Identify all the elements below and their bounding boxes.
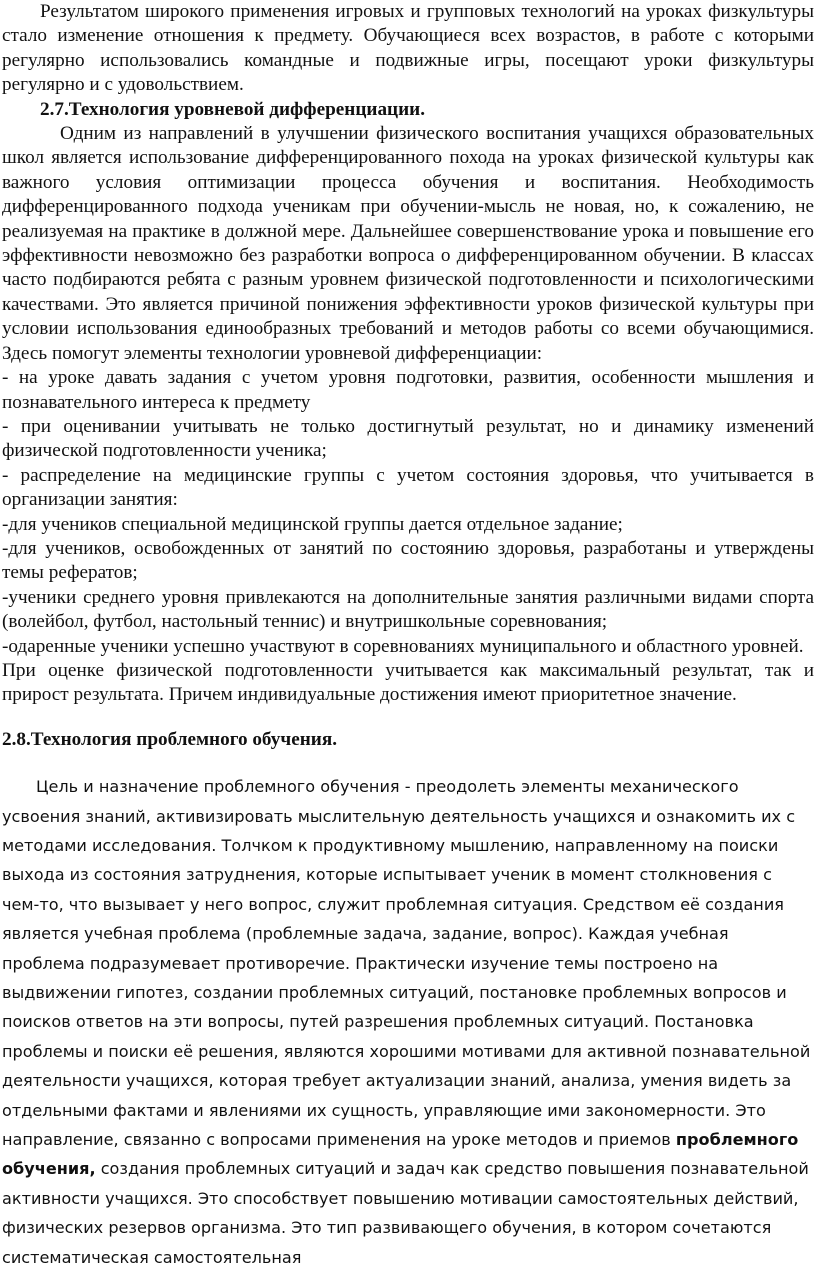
section-2-7-closing: При оценке физической подготовленности учитывается как максимальный результат, так и прирост результата. Причем индивидуальные достижения имеют приоритетное значение. bbox=[2, 659, 814, 706]
list-item: -для учеников, освобожденных от занятий по состоянию здоровья, разработаны и утверждены темы рефератов; bbox=[2, 537, 814, 584]
list-item: -для учеников специальной медицинской группы дается отдельное задание; bbox=[2, 513, 623, 535]
list-item: - при оценивании учитывать не только достигнутый результат, но и динамику изменений физической подготовленности ученика; bbox=[2, 415, 814, 462]
section-2-7-paragraph: Одним из направлений в улучшении физического воспитания учащихся образовательных школ является использование дифференцированного похода на уроках физической культуры как важного условия оптимизации процесса обучения и воспитания. Необходимость дифференцированного подхода ученикам при обучении-мысль не новая, но, к сожалению, не реализуемая на практике в должной мере. Дальнейшее совершенствование урока и повышение его эффективности невозможно без разработки вопроса о дифференцированном обучении. В классах часто подбираются ребята с разным уровнем физической подготовленности и психологическими качествами. Это является причиной понижения эффективности уроков физической культуры при условии использования единообразных требований и методов работы со всеми обучающимися. Здесь помогут элементы технологии уровневой дифференциации: bbox=[2, 123, 814, 364]
section-2-8-heading: 2.8.Технология проблемного обучения. bbox=[2, 728, 338, 750]
list-item: -ученики среднего уровня привлекаются на дополнительные занятия различными видами спорта (волейбол, футбол, настольный теннис) и внутришкольные соревнования; bbox=[2, 586, 814, 633]
intro-paragraph: Результатом широкого применения игровых и групповых технологий на уроках физкультуры стало изменение отношения к предмету. Обучающиеся всех возрастов, в работе с которыми регулярно использовались командные и подвижные игры, посещают уроки физкультуры регулярно и с удовольствием. bbox=[2, 1, 814, 96]
paragraph-text: Цель и назначение проблемного обучения - преодолеть элементы механического усвоения знаний, активизировать мыслительную деятельность учащихся и ознакомить их с методами исследования. Толчком к продуктивному мышлению, направленному на поиски выхода из состояния затруднения, которые испытывает ученик в момент столкновения с чем-то, что вызывает у него вопрос, служит проблемная ситуация. Средством её создания является учебная проблема (проблемные задача, задание, вопрос). Каждая учебная проблема подразумевает противоречие. Практически изучение темы построено на выдвижении гипотез, создании проблемных ситуаций, постановке проблемных вопросов и поисков ответов на эти вопросы, путей разрешения проблемных ситуаций. Постановка проблемы и поиски её решения, являются хорошими мотивами для активной познавательной деятельности учащихся, которая требует актуализации знаний, анализа, умения видеть за отдельными фактами и явлениями их сущность, управляющие ими закономерности. Это направление, связанно с вопросами применения на уроке методов и приемов bbox=[2, 777, 811, 1150]
bold-term: проблемного обучения, bbox=[2, 1130, 799, 1179]
list-item: - на уроке давать задания с учетом уровня подготовки, развития, особенности мышления и познавательного интереса к предмету bbox=[2, 367, 814, 413]
list-item: -одаренные ученики успешно участвуют в соревнованиях муниципального и областного уровней. bbox=[2, 635, 804, 657]
section-2-7-heading: 2.7.Технология уровневой дифференциации. bbox=[40, 98, 426, 120]
section-2-8-paragraph bbox=[2, 772, 814, 1272]
list-item: - распределение на медицинские группы с учетом состояния здоровья, что учитывается в организации занятия: bbox=[2, 464, 814, 511]
paragraph-text: создания проблемных ситуаций и задач как средство повышения познавательной активности учащихся. Это способствует повышению мотивации самостоятельных действий, физических резервов организма. Это тип развивающего обучения, в котором сочетаются систематическая самостоятельная bbox=[2, 1159, 809, 1267]
